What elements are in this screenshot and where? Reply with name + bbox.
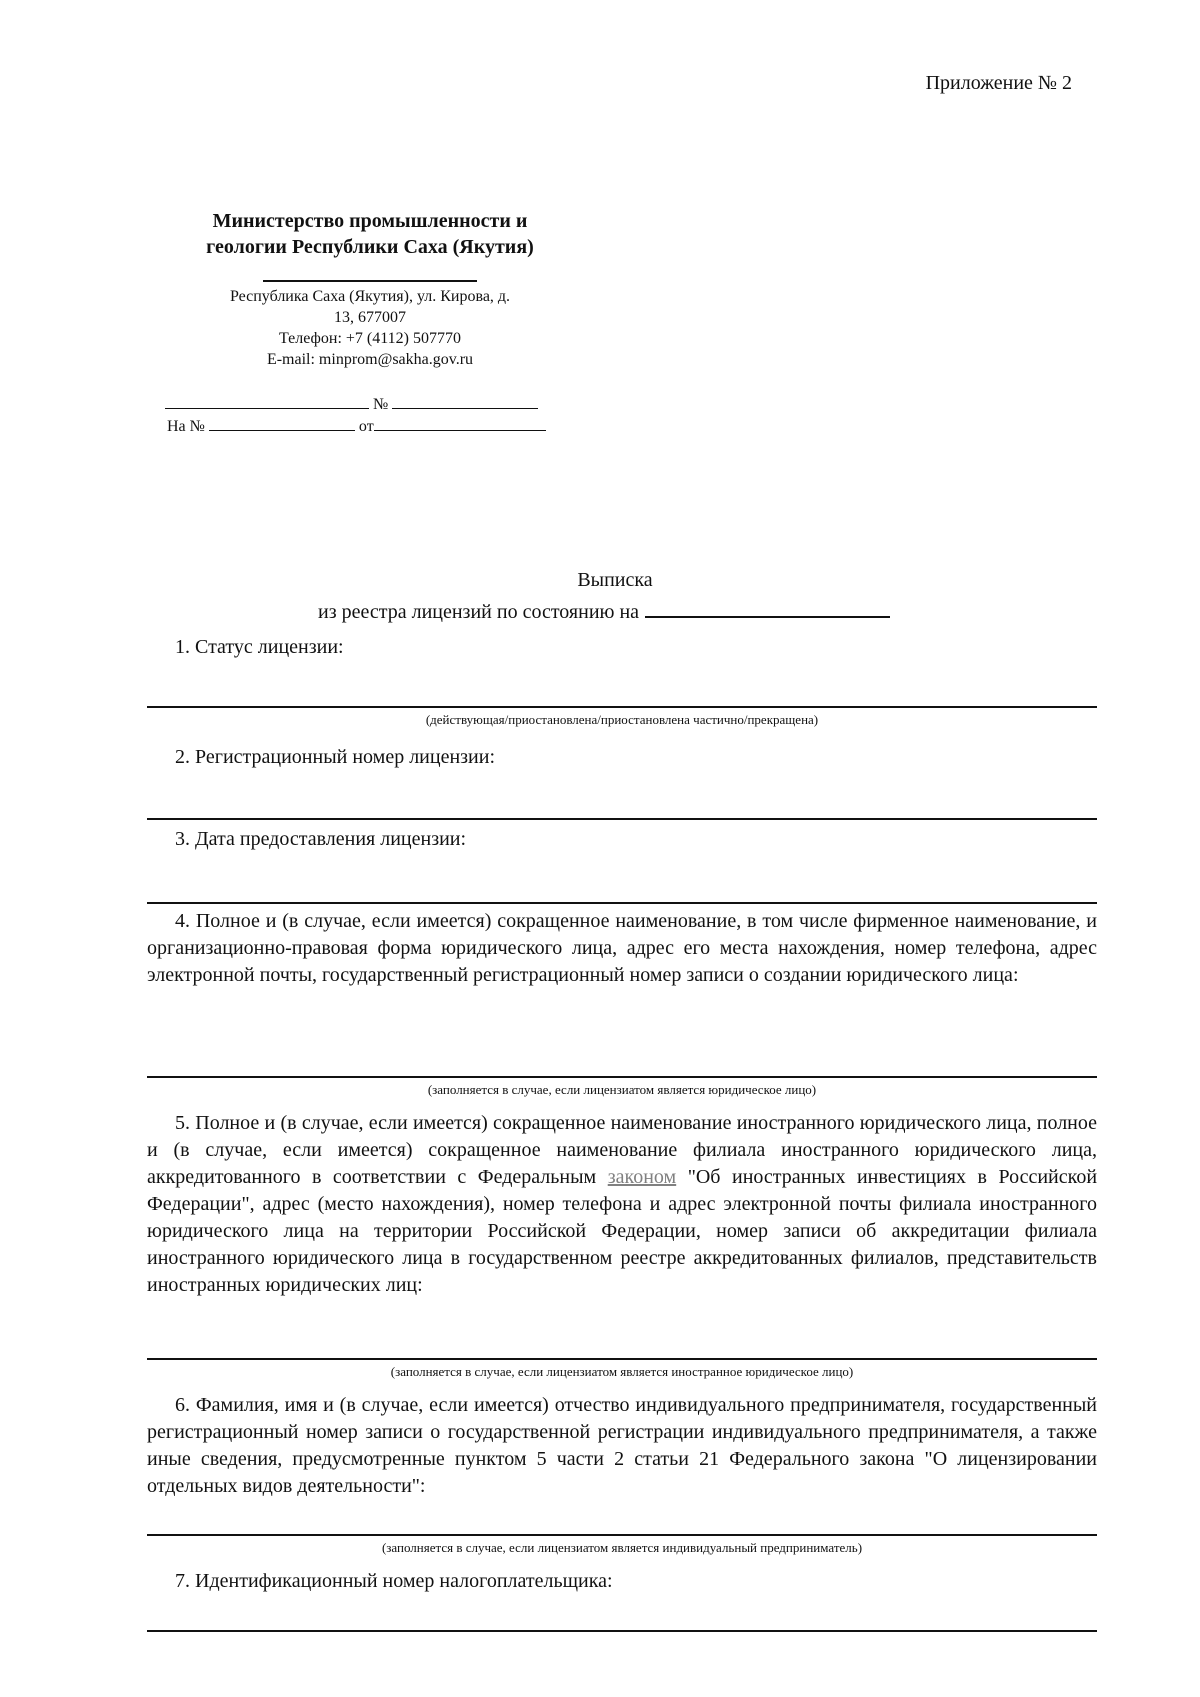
number-sign: № [373, 396, 389, 413]
section-5-label [147, 1110, 1097, 1299]
section-5-text-after: "Об иностранных инвестициях в Российской Федерации", адрес (место нахождения), номер телефона и адрес электронной почты филиала иностранного юридического лица на территории Российской Федерации, номер записи об аккредитации филиала иностранного юридического лица в государственном реестре аккредитованных филиалов, представительств иностранных юридических лиц: [147, 1166, 1098, 1296]
outgoing-number-blank[interactable] [392, 392, 538, 409]
section-6-label: 6. Фамилия, имя и (в случае, если имеется) отчество индивидуального предпринимателя, государственный регистрационный номер записи о государственной регистрации индивидуального предпринимателя, а также иные сведения, предусмотренные пунктом 5 части 2 статьи 21 Федерального закона "О лицензировании отдельных видов деятельности": [147, 1394, 1097, 1497]
ministry-divider [263, 280, 477, 282]
section-6-field-line[interactable] [147, 1534, 1097, 1536]
ministry-name-line1: Министерство промышленности и [212, 210, 528, 232]
document-subtitle [318, 596, 890, 624]
section-2-label: 2. Регистрационный номер лицензии: [175, 746, 496, 768]
address-line2: 13, 677007 [334, 309, 406, 326]
section-1-note: (действующая/приостановлена/приостановлена частично/прекращена) [425, 712, 819, 727]
section-2-field-line[interactable] [147, 818, 1097, 820]
incoming-date-blank[interactable] [374, 414, 546, 431]
section-1-field-line[interactable] [147, 706, 1097, 708]
phone: Телефон: +7 (4112) 507770 [278, 330, 461, 347]
outgoing-ref-line [165, 392, 538, 415]
section-3-label: 3. Дата предоставления лицензии: [175, 828, 467, 850]
address-line1: Республика Саха (Якутия), ул. Кирова, д. [229, 288, 511, 305]
ministry-name [170, 208, 570, 260]
email: E-mail: minprom@sakha.gov.ru [266, 351, 474, 368]
ministry-name-line2: геологии Республики Саха (Якутия) [206, 236, 534, 258]
section-4-note: (заполняется в случае, если лицензиатом является юридическое лицо) [427, 1082, 817, 1097]
federal-law-link[interactable]: законом [607, 1166, 677, 1188]
section-4-label: 4. Полное и (в случае, если имеется) сокращенное наименование, в том числе фирменное наименование, и организационно-правовая форма юридического лица, адрес его места нахождения, номер телефона, адрес электронной почты, государственный регистрационный номер записи о создании юридического лица: [147, 910, 1097, 986]
section-5-note: (заполняется в случае, если лицензиатом является иностранное юридическое лицо) [390, 1364, 854, 1379]
incoming-number-blank[interactable] [209, 414, 355, 431]
section-3-field-line[interactable] [147, 902, 1097, 904]
document-subtitle-text: из реестра лицензий по состоянию на [318, 601, 640, 623]
section-7-label: 7. Идентификационный номер налогоплательщика: [175, 1570, 613, 1592]
from-label: от [358, 418, 374, 435]
section-5-field-line[interactable] [147, 1358, 1097, 1360]
na-number-label: На № [167, 418, 205, 435]
appendix-label: Приложение № 2 [925, 72, 1072, 94]
section-4-field-line[interactable] [147, 1076, 1097, 1078]
outgoing-date-blank[interactable] [165, 392, 369, 409]
section-1-label: 1. Статус лицензии: [175, 636, 344, 658]
incoming-ref-line [167, 414, 546, 437]
section-6-note: (заполняется в случае, если лицензиатом является индивидуальный предприниматель) [381, 1540, 863, 1555]
section-7-field-line[interactable] [147, 1630, 1097, 1632]
registry-date-blank[interactable] [645, 596, 890, 618]
document-title: Выписка [577, 569, 653, 591]
section-5-text-before: 5. Полное и (в случае, если имеется) сокращенное наименование иностранного юридического лица, полное и (в случае, если имеется) сокращенное наименование филиала иностранного юридического лица, аккредитованного в соответствии с Федеральным [147, 1112, 1097, 1188]
ministry-contacts [170, 286, 570, 370]
